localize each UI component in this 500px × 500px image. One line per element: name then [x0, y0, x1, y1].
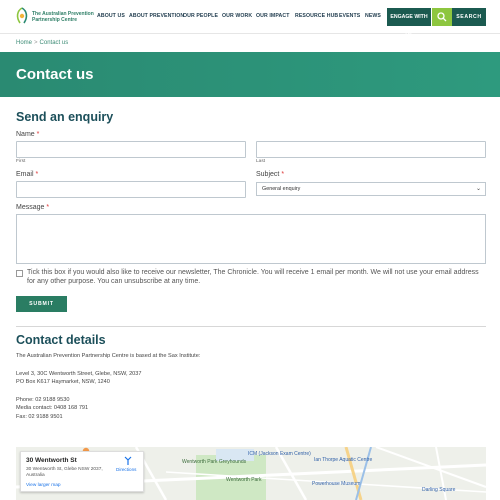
search-icon-button[interactable] — [432, 8, 452, 26]
section-divider — [16, 326, 486, 327]
page-title: Contact us — [16, 66, 94, 83]
first-name-sublabel: First — [16, 159, 26, 164]
map-card-title: 30 Wentworth St — [26, 457, 77, 464]
search-button[interactable]: SEARCH — [452, 8, 486, 26]
subject-value: General enquiry — [262, 186, 301, 192]
view-larger-map-link[interactable]: View larger map — [26, 483, 61, 488]
directions-icon[interactable] — [123, 456, 133, 466]
nav-news[interactable]: NEWS — [365, 13, 381, 19]
breadcrumb-home[interactable]: Home — [16, 40, 33, 46]
contact-details-title: Contact details — [16, 333, 106, 347]
message-field[interactable] — [16, 214, 486, 264]
breadcrumb — [16, 40, 68, 46]
nav-our-work[interactable]: OUR WORK — [222, 13, 253, 19]
map-place-icm[interactable]: ICM (Jackson Exam Centre) — [248, 451, 311, 457]
media-contact: Media contact: 0408 168 791 — [16, 405, 89, 411]
nav-our-impact[interactable]: OUR IMPACT — [256, 13, 290, 19]
map-info-card — [20, 451, 144, 492]
map-place-aquatic-centre[interactable]: Ian Thorpe Aquatic Centre — [314, 457, 373, 463]
logo-mark-icon — [14, 7, 30, 25]
first-name-field[interactable] — [16, 141, 246, 158]
page-banner — [0, 52, 500, 97]
nav-events[interactable]: EVENTS — [339, 13, 361, 19]
map-place-darling-square[interactable]: Darling Square — [422, 487, 456, 493]
submit-button[interactable]: SUBMIT — [16, 296, 67, 312]
directions-link[interactable]: Directions — [116, 467, 137, 472]
name-label: Name * — [16, 131, 40, 138]
site-header — [0, 0, 500, 38]
address-line-2: PO Box K617 Haymarket, NSW, 1240 — [16, 379, 110, 385]
breadcrumb-separator: > — [34, 40, 38, 46]
map-place-powerhouse[interactable]: Powerhouse Museum — [312, 481, 361, 487]
map-place-wentworth-park[interactable]: Wentworth Park — [226, 477, 262, 483]
newsletter-checkbox[interactable] — [16, 270, 23, 277]
search-icon — [437, 12, 447, 22]
address-line-1: Level 3, 30C Wentworth Street, Glebe, NSW, 2037 — [16, 371, 142, 377]
subject-select[interactable] — [256, 182, 486, 196]
last-name-sublabel: Last — [256, 159, 266, 164]
fax-number: Fax: 02 9188 9501 — [16, 414, 63, 420]
enquiry-form-title: Send an enquiry — [16, 110, 114, 124]
nav-our-people[interactable]: OUR PEOPLE — [183, 13, 219, 19]
engage-with-us-button[interactable]: ENGAGE WITH US — [387, 8, 431, 26]
nav-about-us[interactable]: ABOUT US — [97, 13, 125, 19]
phone-number: Phone: 02 9188 9530 — [16, 397, 70, 403]
logo-text: The Australian Prevention Partnership Centre — [32, 11, 94, 23]
breadcrumb-current: Contact us — [39, 40, 69, 46]
map-card-address: 30 Wentworth St, Glebe NSW 2037, Australia — [26, 467, 103, 478]
last-name-field[interactable] — [256, 141, 486, 158]
nav-resource-hub[interactable]: RESOURCE HUB — [295, 13, 339, 19]
newsletter-label: Tick this box if you would also like to receive our newsletter, The Chronicle. You will receive 1 email per month. We will not use your email address for any other purpose. You can unsubscribe at any time. — [27, 269, 479, 285]
contact-intro: The Australian Prevention Partnership Centre is based at the Sax Institute: — [16, 353, 201, 359]
map-place-greyhounds[interactable]: Wentworth Park Greyhounds — [182, 459, 247, 465]
subject-label: Subject * — [256, 171, 285, 178]
email-label: Email * — [16, 171, 39, 178]
message-label: Message * — [16, 204, 50, 211]
site-logo[interactable] — [14, 7, 94, 29]
nav-about-prevention[interactable]: ABOUT PREVENTION — [129, 13, 185, 19]
chevron-down-icon: ⌄ — [475, 186, 481, 192]
email-field[interactable] — [16, 181, 246, 198]
